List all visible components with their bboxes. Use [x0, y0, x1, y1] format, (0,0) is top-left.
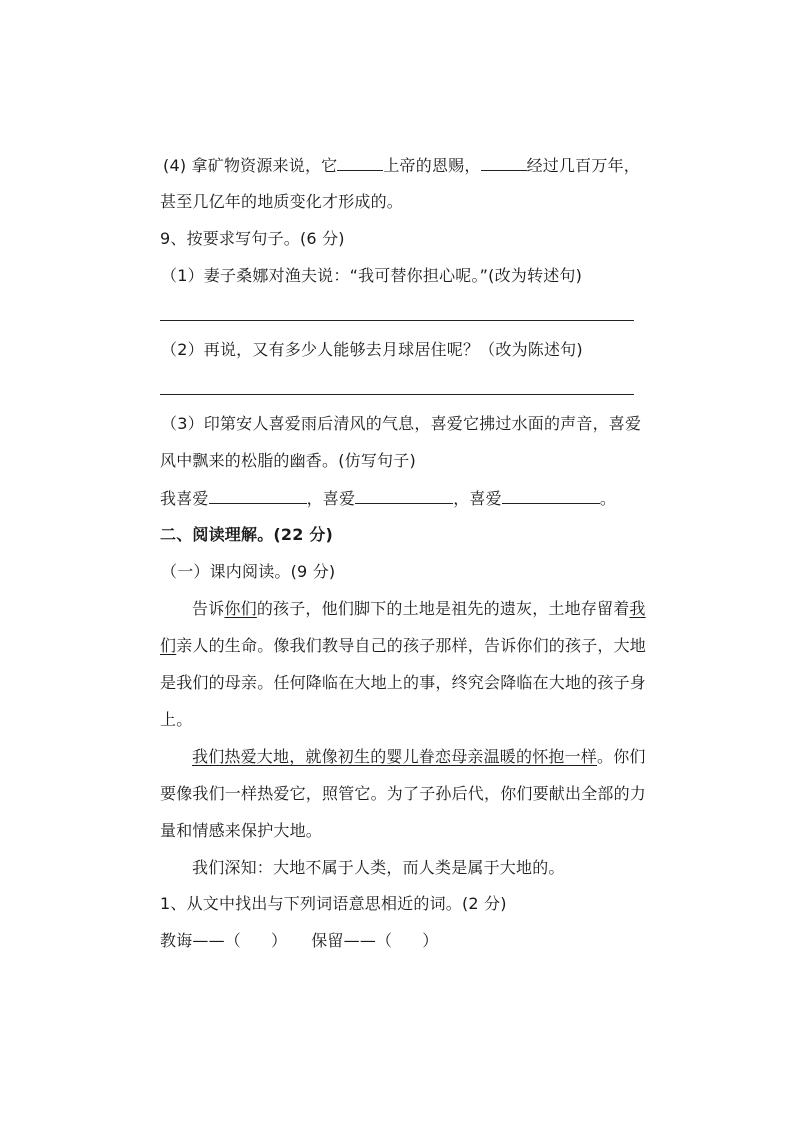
underlined-word-nimen: 你们	[224, 599, 257, 618]
passage-p2-line2: 要像我们一样热爱它，照管它。为了子孙后代，你们要献出全部的力	[160, 784, 647, 803]
passage-p1-line2	[160, 636, 646, 656]
q9-fill-text-a: 我喜爱	[160, 489, 209, 508]
q8-4-text-c: 经过几百万年，	[526, 156, 640, 175]
q9-sentence-3-line1: （3）印第安人喜爱雨后清风的气息，喜爱它拂过水面的声音，喜爱	[161, 414, 642, 433]
q9-heading: 9、按要求写句子。(6 分)	[160, 229, 345, 248]
q9-answer-line-1[interactable]	[160, 320, 634, 321]
q9-sentence-3-line2: 风中飘来的松脂的幽香。(仿写句子)	[160, 451, 416, 470]
passage-p3: 我们深知：大地不属于人类，而人类是属于大地的。	[192, 858, 565, 877]
q8-4-line1	[163, 155, 640, 176]
passage-text: 。你们	[597, 747, 646, 766]
q1-word-2-close: ）	[422, 931, 439, 950]
section-2-sub-heading: （一）课内阅读。(9 分)	[161, 562, 336, 581]
section-2-heading: 二、阅读理解。(22 分)	[160, 525, 334, 544]
q8-4-text-a: (4) 拿矿物资源来说，它	[163, 156, 338, 175]
underlined-sentence: 我们热爱大地，就像初生的婴儿眷恋母亲温暖的怀抱一样	[192, 747, 598, 766]
passage-p2-line1	[192, 747, 646, 767]
q9-fill-blank-3[interactable]	[502, 488, 600, 504]
underlined-word-men: 们	[160, 636, 177, 655]
q9-sentence-3-fill	[160, 488, 616, 509]
passage-text: 的孩子，他们脚下的土地是祖先的遗灰，土地存留着	[256, 599, 630, 618]
passage-text: 亲人的生命。像我们教导自己的孩子那样，告诉你们的孩子，大地	[176, 636, 647, 655]
q8-4-text-b: 上帝的恩赐，	[383, 156, 481, 175]
q1-words	[160, 931, 438, 951]
passage-p1-line4: 上。	[160, 710, 193, 729]
q9-fill-blank-1[interactable]	[209, 488, 307, 504]
q9-sentence-1: （1）妻子桑娜对渔夫说：“我可替你担心呢。”(改为转述句)	[161, 266, 583, 285]
q8-4-blank-1[interactable]	[337, 155, 383, 171]
q1-word-2: 保留——（	[311, 931, 393, 950]
q9-sentence-2: （2）再说，又有多少人能够去月球居住呢？（改为陈述句)	[161, 340, 583, 359]
q9-fill-text-d: 。	[599, 489, 617, 508]
q9-fill-text-c: ，喜爱	[453, 489, 502, 508]
passage-p1-line3: 是我们的母亲。任何降临在大地上的事，终究会降临在大地的孩子身	[160, 673, 647, 692]
q9-fill-blank-2[interactable]	[355, 488, 453, 504]
q8-4-line2: 甚至几亿年的地质变化才形成的。	[160, 192, 404, 211]
q9-answer-line-2[interactable]	[160, 394, 634, 395]
q1-word-1: 教诲——（	[160, 931, 242, 950]
underlined-word-wo: 我	[629, 599, 646, 618]
passage-text: 告诉	[192, 599, 225, 618]
q1-heading: 1、从文中找出与下列词语意思相近的词。(2 分)	[160, 894, 507, 913]
passage-p2-line3: 量和情感来保护大地。	[160, 821, 323, 840]
q9-fill-text-b: ，喜爱	[306, 489, 356, 508]
q1-word-1-close: ）	[271, 931, 288, 950]
passage-p1-line1	[192, 599, 646, 619]
q8-4-blank-2[interactable]	[481, 155, 527, 171]
